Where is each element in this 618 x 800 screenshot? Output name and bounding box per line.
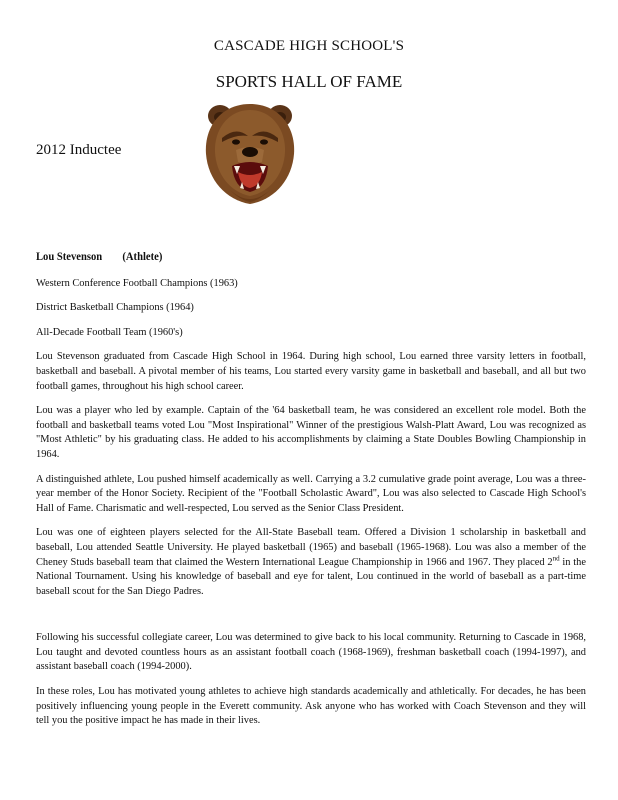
- article-body: [36, 250, 586, 739]
- honoree-name: Lou Stevenson: [36, 251, 103, 263]
- grizzly-bear-icon: [200, 96, 300, 208]
- paragraph-4-part-2: in the National Tournament. Using his knowledge of baseball and eye for talent, Lou continued in the world of baseball as a part-time baseball scout for the San Diego Padres.: [36, 556, 586, 597]
- ordinal-suffix: nd: [552, 554, 560, 563]
- honoree-role: (Athlete): [122, 251, 163, 263]
- inductee-label: 2012 Inductee: [36, 142, 122, 158]
- paragraph-4-part-1: Lou was one of eighteen players selected for the All-State Baseball team. Offered a Division 1 scholarship in basketball and baseball, Lou attended Seattle University. He played basketball (1965) and baseball (1965-1968). Lou was also a member of the Cheney Studs baseball team that claimed the Western International League Championship in 1966 and 1967. They placed 2: [36, 527, 586, 568]
- title-line-2: SPORTS HALL OF FAME: [215, 72, 403, 91]
- honor-line-3: All-Decade Football Team (1960's): [36, 326, 183, 338]
- honor-line-2: District Basketball Champions (1964): [36, 302, 194, 314]
- paragraph-4: [36, 526, 586, 599]
- paragraph-2: Lou was a player who led by example. Captain of the '64 basketball team, he was considered an excellent role model. Both the football and basketball teams voted Lou "Most Inspirational" Winner of the prestigious Walsh-Platt Award, Lou was recognized as "Most Athletic" by his graduating class. He added to his accomplishments by claiming a State Doubles Bowling Championship in 1964.: [36, 405, 586, 460]
- spacer: [36, 609, 586, 631]
- paragraph-1: Lou Stevenson graduated from Cascade High School in 1964. During high school, Lou earned three varsity letters in football, basketball and baseball. A pivotal member of his teams, Lou started every varsity game in basketball and baseball, and all but two football games, throughout his high school career.: [36, 351, 586, 392]
- title-line-1: CASCADE HIGH SCHOOL'S: [213, 38, 405, 54]
- paragraph-3: A distinguished athlete, Lou pushed himself academically as well. Carrying a 3.2 cumulative grade point average, Lou was a three-year member of the Honor Society. Recipient of the "Football Scholastic Award", Lou was also selected to Cascade High School's Hall of Fame. Charismatic and well-respected, Lou served as the Senior Class President.: [36, 473, 586, 514]
- paragraph-5: Following his successful collegiate career, Lou was determined to give back to his local community. Returning to Cascade in 1968, Lou taught and devoted countless hours as an assistant football coach (1968-1969), freshman basketball coach (1994-1997), and assistant baseball coach (1994-2000).: [36, 632, 586, 673]
- honoree-heading: [36, 250, 542, 265]
- honor-line-1: Western Conference Football Champions (1963): [36, 277, 238, 289]
- paragraph-6: In these roles, Lou has motivated young athletes to achieve high standards academically and athletically. For decades, he has been positively influencing young people in the Everett community. Ask anyone who has worked with Coach Stevenson and they will tell you the positive impact he has made in their lives.: [36, 686, 586, 727]
